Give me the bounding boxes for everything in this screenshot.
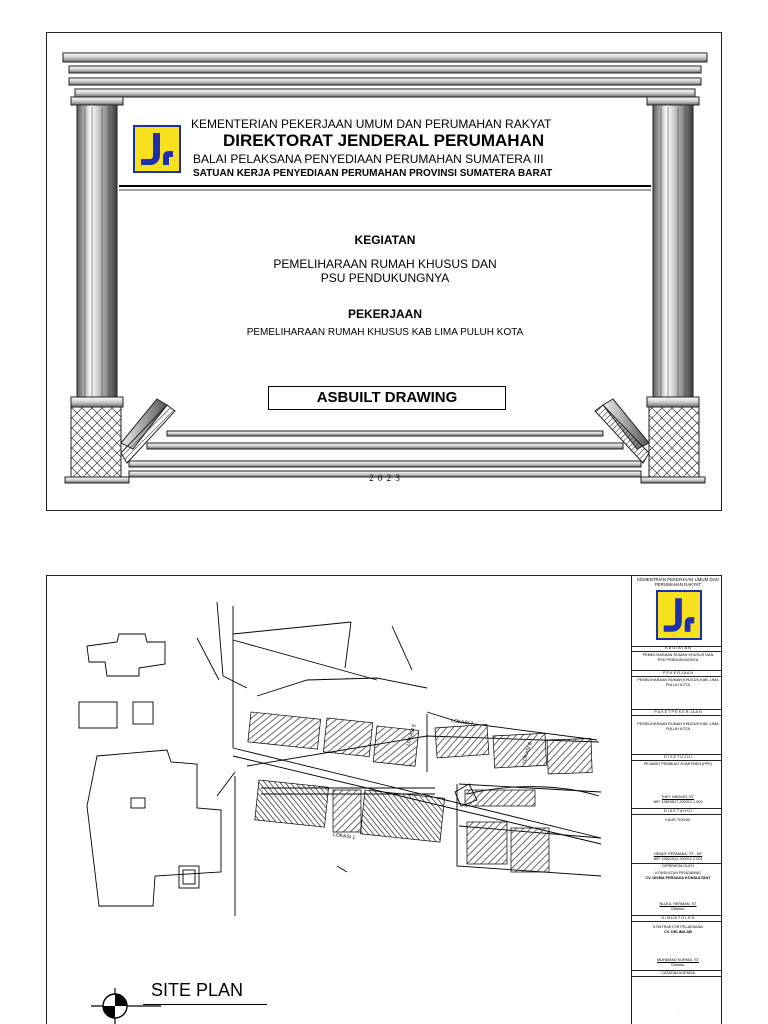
location-label: LOKASI 7 [450,718,474,728]
tb-dibuat-label: D I B U A T O L E H [632,915,722,922]
tb-paket-label: P A K E T P E K E R J A A N [632,709,722,716]
tb-diperiksa-role: KONSULTAN PENGAWAS [655,871,701,875]
tb-disetujui-nip: NIP. 19820817 200912 1 002 [653,800,703,804]
cover-year: 2 0 2 3 [369,473,401,483]
location-label: LOKASI 1 [332,832,356,842]
drawing-type-box: ASBUILT DRAWING [268,386,506,410]
cover-directorate: DIREKTORAT JENDERAL PERUMAHAN [223,131,545,150]
cover-ministry: KEMENTERIAN PEKERJAAN UMUM DAN PERUMAHAN RAKYAT [191,117,552,131]
cover-sheet [46,32,722,511]
tb-catatan-label: CATATAN AGENDA [632,970,722,977]
cover-satker: SATUAN KERJA PENYEDIAAN PERUMAHAN PROVINSI SUMATERA BARAT [193,168,553,179]
kegiatan-line1: PEMELIHARAAN RUMAH KHUSUS DAN [273,257,497,271]
tb-kegiatan-text: PEMELIHARAAN RUMAH KHUSUS DAN PSU PENDUKUNGNYA [642,653,714,662]
tb-ministry: KEMENTRIAN PEKERJAAN UMUM DAN PERUMAHAN RAKYAT [637,577,719,587]
location-label: LOKASI 5 [405,723,418,747]
pekerjaan-text: PEMELIHARAAN RUMAH KHUSUS KAB LIMA PULUH KOTA [246,327,524,338]
tb-dibuat-role: KONTRAKTOR PELAKSANA [653,925,703,929]
tb-disetujui-label: D I S E T U J U I [632,754,722,761]
kegiatan-heading: KEGIATAN [354,233,416,247]
tb-footer-dot: . [677,1012,679,1016]
house-blocks [248,712,592,872]
pupr-logo-mark-icon [135,127,179,171]
tb-kegiatan-label: K E G I A T A N [632,646,722,652]
site-plan-drawing [47,576,631,1024]
tb-logo [656,590,702,640]
site-plan-title-underline [143,1004,267,1005]
location-label: LOKASI 8 [521,741,534,765]
tb-diketahui-nip: NIP. 19821012 200912 2 001 [653,857,703,861]
tb-dibuat-company: CV. DELIMA AB [664,930,692,934]
tb-disetujui-name: RIKY HIDAYAT, ST [662,795,694,799]
tb-diketahui-role: KAUR TEKNIK [665,818,691,822]
tb-dibuat-title: Direktur [671,963,685,967]
tb-logo-mark-icon [658,592,700,638]
tb-dibuat-name: MUHAMAD KURNIA, ST [657,958,699,962]
tb-diperiksa-title: Direktur [671,907,685,911]
tb-pekerjaan-text: PEMELIHARAAN RUMAH KHUSUS KAB. LIMA PULUH KOTA [637,678,719,687]
title-block [631,576,722,1024]
site-plan-sheet [46,575,722,1024]
pupr-logo [133,125,181,173]
tb-diperiksa-company: CV. DISMA PERSADA KONSULTANT [645,876,711,880]
tb-pekerjaan-label: P E K E R J A A N [632,670,722,677]
pekerjaan-heading: PEKERJAAN [347,307,422,321]
tb-diperiksa-label: DIPERIKSA OLEH [632,863,722,869]
tb-diketahui-name: HENNY PERMANA, ST., MT [653,852,703,856]
tb-paket-text: PEMELIHARAAN RUMAH KHUSUS KAB. LIMA PULUH KOTA [637,722,719,731]
site-plan-title: SITE PLAN [151,980,244,1000]
tb-diketahui-label: D I K E T A H U I [632,808,722,815]
tb-disetujui-role: PEJABAT PEMBUAT KOMITMEN (PPK) [643,762,713,766]
kegiatan-line2: PSU PENDUKUNGNYA [320,271,450,285]
tb-diperiksa-name: NUZUL HERMAN, ST [659,902,697,906]
cover-balai: BALAI PELAKSANA PENYEDIAAN PERUMAHAN SUMATERA III [193,152,544,166]
